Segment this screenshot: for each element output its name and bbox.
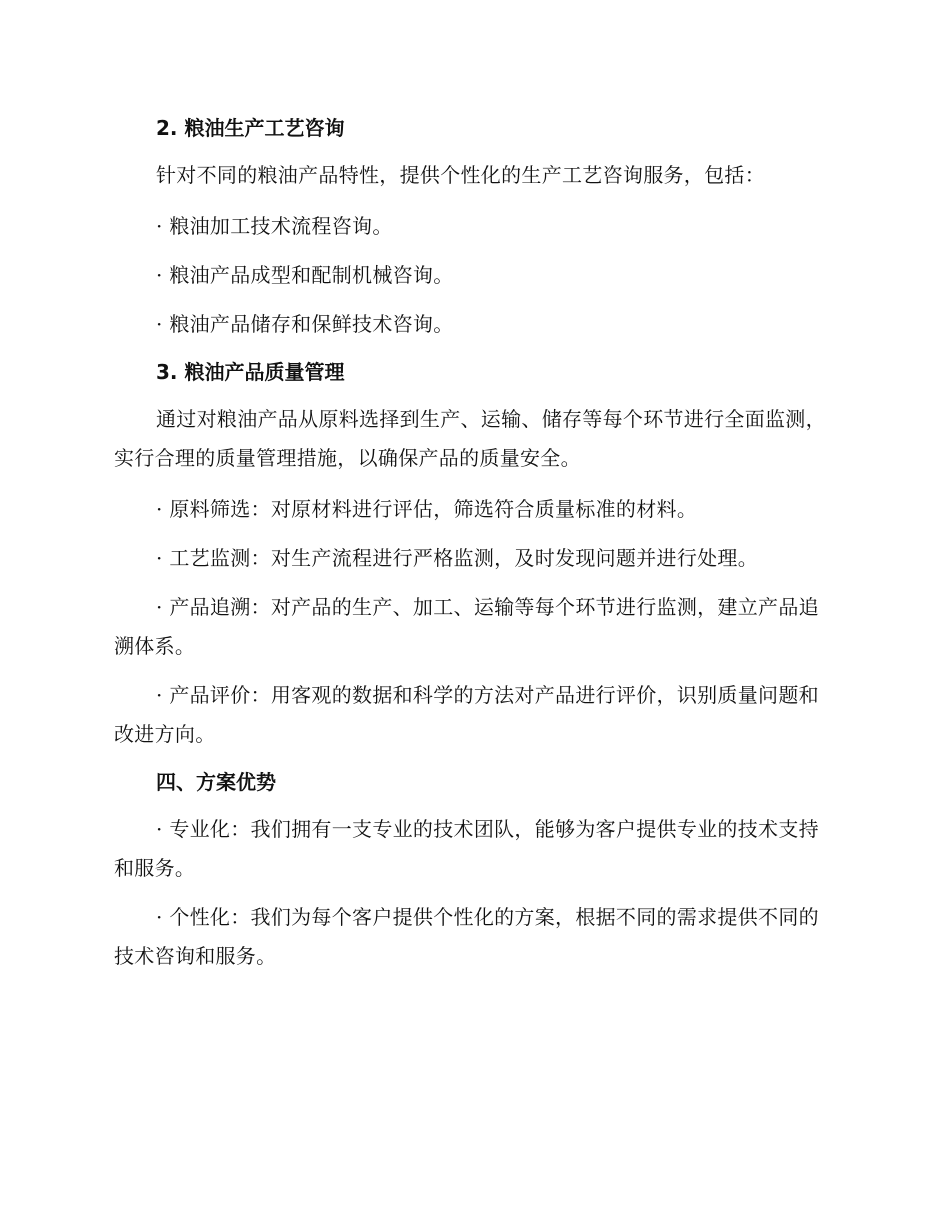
document-body (114, 100, 836, 986)
list-item: · 个性化：我们为每个客户提供个性化的方案，根据不同的需求提供不同的技术咨询和服务。 (114, 905, 819, 968)
section-intro-quality-management: 通过对粮油产品从原料选择到生产、运输、储存等每个环节进行全面监测，实行合理的质量管理措施，以确保产品的质量安全。 (114, 407, 826, 470)
list-item: · 粮油产品储存和保鲜技术咨询。 (156, 312, 454, 336)
section-heading-quality-management: 3. 粮油产品质量管理 (156, 360, 345, 384)
list-item: · 产品评价：用客观的数据和科学的方法对产品进行评价，识别质量问题和改进方向。 (114, 683, 819, 746)
section-intro-production-consulting: 针对不同的粮油产品特性，提供个性化的生产工艺咨询服务，包括： (156, 163, 765, 187)
list-item: · 专业化：我们拥有一支专业的技术团队，能够为客户提供专业的技术支持和服务。 (114, 817, 819, 880)
list-item: · 产品追溯：对产品的生产、加工、运输等每个环节进行监测，建立产品追溯体系。 (114, 595, 819, 658)
list-item: · 粮油产品成型和配制机械咨询。 (156, 263, 454, 287)
list-item: · 工艺监测：对生产流程进行严格监测，及时发现问题并进行处理。 (156, 546, 759, 570)
list-item: · 粮油加工技术流程咨询。 (156, 214, 393, 238)
section-heading-production-consulting: 2. 粮油生产工艺咨询 (156, 116, 345, 140)
section-heading-advantages: 四、方案优势 (156, 770, 276, 794)
list-item: · 原料筛选：对原材料进行评估，筛选符合质量标准的材料。 (156, 497, 698, 521)
